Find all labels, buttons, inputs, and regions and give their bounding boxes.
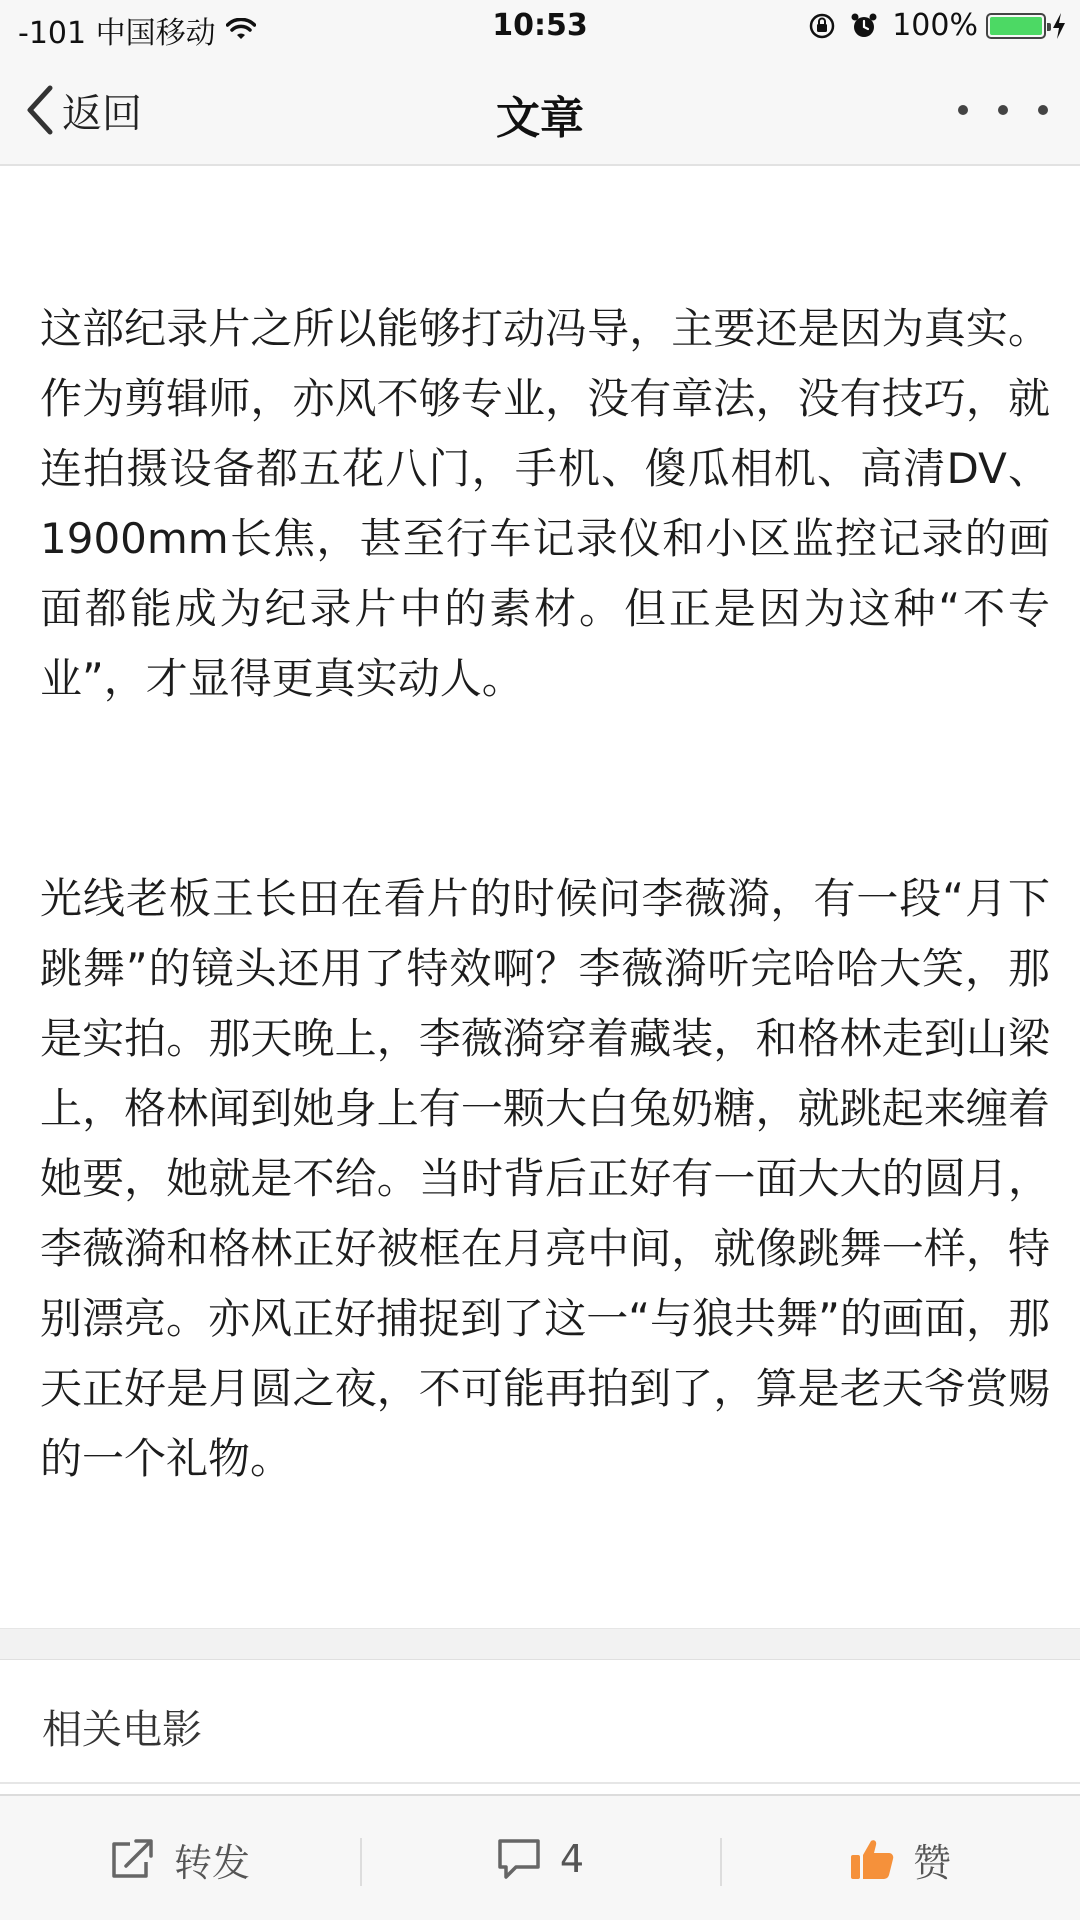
back-label: 返回 — [62, 90, 142, 137]
thumbs-up-icon — [849, 1837, 895, 1881]
status-bar — [0, 0, 1080, 54]
comment-icon — [496, 1837, 542, 1881]
page-title: 文章 — [496, 93, 584, 144]
orientation-lock-icon — [808, 12, 836, 40]
battery-fill — [990, 17, 1042, 35]
more-button[interactable] — [958, 90, 1048, 130]
chevron-left-icon — [24, 84, 56, 136]
ellipsis-icon — [1038, 105, 1048, 115]
carrier-label: -101 中国移动 — [18, 16, 216, 51]
comment-count: 4 — [559, 1837, 585, 1881]
share-label: 转发 — [173, 1840, 250, 1885]
alarm-icon — [850, 12, 878, 40]
charging-icon — [1052, 13, 1066, 39]
bottom-toolbar — [0, 1794, 1080, 1920]
ellipsis-icon — [998, 105, 1008, 115]
nav-bar — [0, 54, 1080, 166]
like-button[interactable] — [720, 1796, 1080, 1920]
comment-button[interactable] — [360, 1796, 720, 1920]
article-paragraph: 光线老板王长田在看片的时候问李薇漪，有一段“月下跳舞”的镜头还用了特效啊？李薇漪听完哈哈大笑，那是实拍。那天晚上，李薇漪穿着藏装，和格林走到山梁上，格林闻到她身上有一颗大白兔奶糖，就跳起来缠着她要，她就是不给。当时背后正好有一面大大的圆月，李薇漪和格林正好被框在月亮中间，就像跳舞一样，特别漂亮。亦风正好捕捉到了这一“与狼共舞”的画面，那天正好是月圆之夜，不可能再拍到了，算是老天爷赏赐的一个礼物。 — [40, 874, 1050, 1483]
section-divider — [0, 1628, 1080, 1660]
status-time: 10:53 — [492, 8, 588, 43]
related-movies-section[interactable] — [0, 1660, 1080, 1784]
back-button[interactable] — [24, 80, 142, 140]
battery-tip — [1047, 23, 1051, 31]
share-button[interactable] — [0, 1796, 360, 1920]
like-label: 赞 — [912, 1840, 951, 1885]
ellipsis-icon — [958, 105, 968, 115]
related-movies-label: 相关电影 — [42, 1707, 202, 1753]
battery-icon — [986, 13, 1046, 39]
share-icon — [110, 1838, 156, 1880]
status-right — [808, 8, 1066, 43]
article-body-2 — [40, 864, 1050, 1494]
article-body — [40, 294, 1050, 714]
article-paragraph: 这部纪录片之所以能够打动冯导，主要还是因为真实。作为剪辑师，亦风不够专业，没有章法，没有技巧，就连拍摄设备都五花八门，手机、傻瓜相机、高清DV、1900mm长焦，甚至行车记录仪和小区监控记录的画面都能成为纪录片中的素材。但正是因为这种“不专业”，才显得更真实动人。 — [40, 304, 1050, 703]
battery-percent: 100% — [892, 8, 978, 43]
